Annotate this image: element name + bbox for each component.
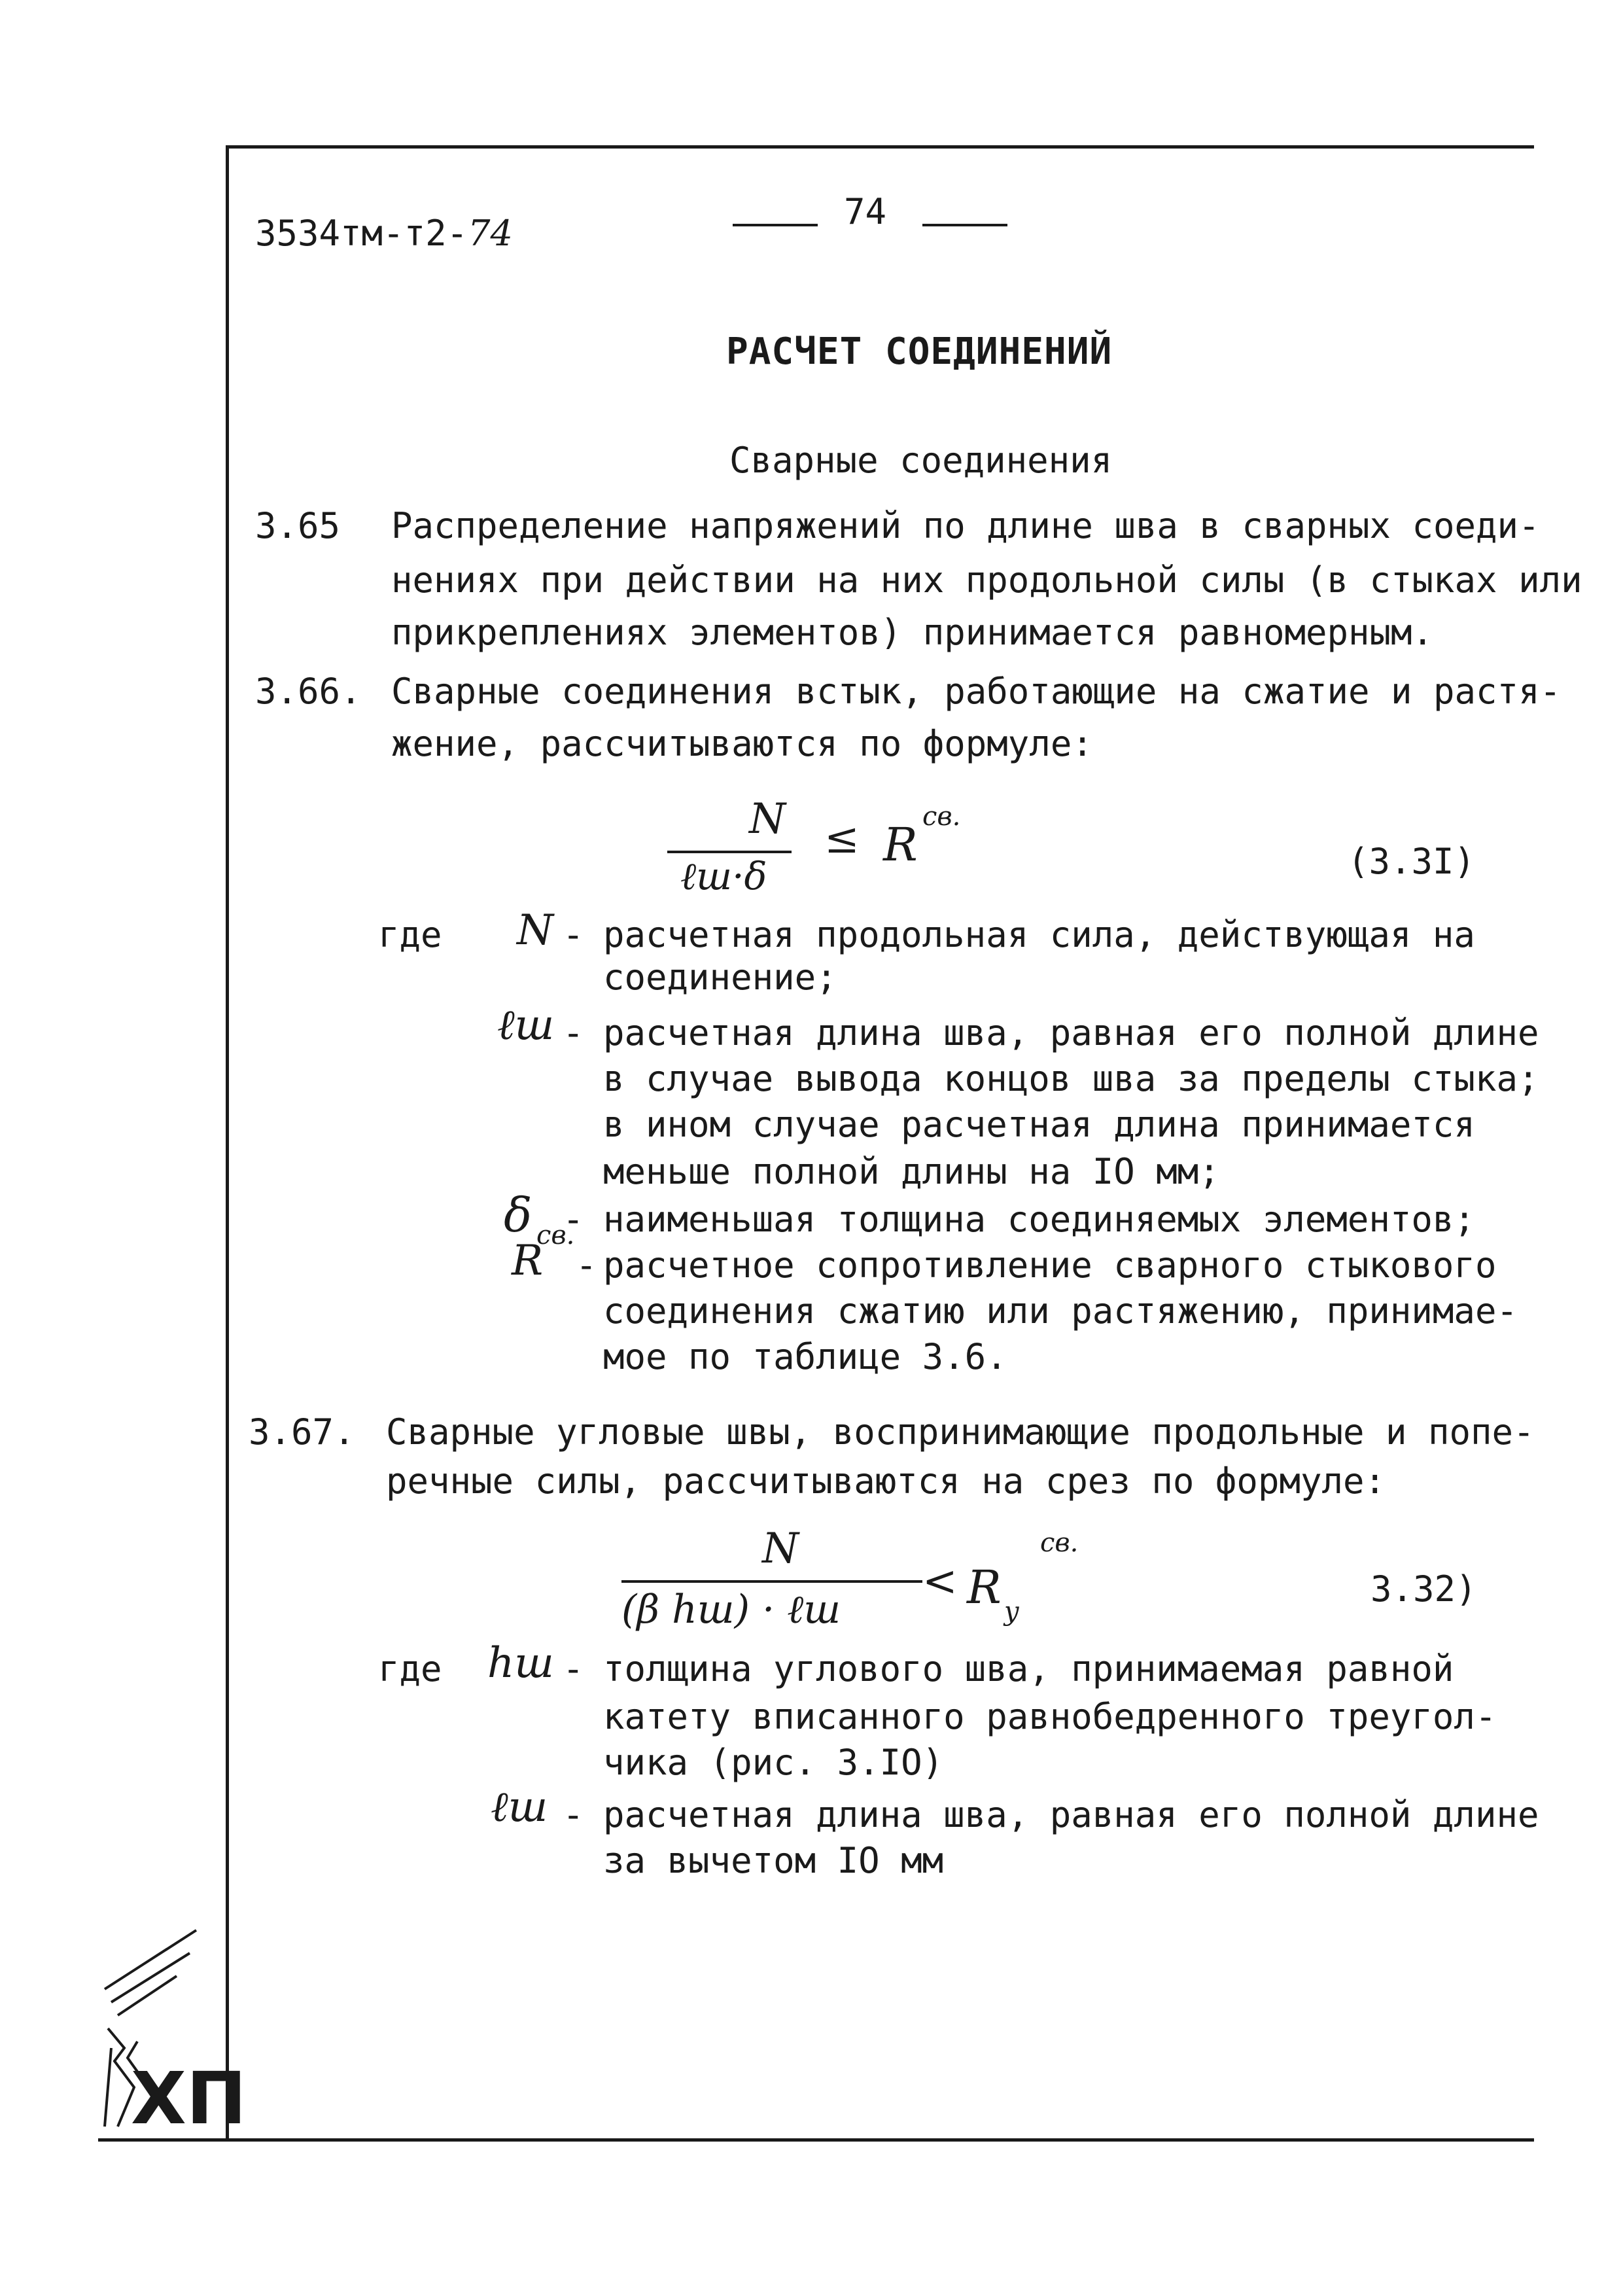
doc-code [255, 208, 513, 259]
where-332-word: где [378, 1648, 442, 1689]
paragraph-3-67-line-2: речные силы, рассчитываются на срез по формуле: [386, 1460, 1386, 1502]
where-331-word: где [378, 914, 442, 955]
formula-332-rhs-superscript: св. [1040, 1528, 1079, 1558]
where-331-R-line-3: мое по таблице 3.6. [603, 1336, 1007, 1377]
paragraph-3-65-line-2: нениях при действии на них продольной силы (в стыках или [391, 559, 1582, 601]
paragraph-3-66-line-1: Сварные соединения встык, работающие на сжатие и растя- [391, 671, 1562, 712]
where-332-symbol-lw: ℓш [491, 1783, 548, 1831]
section-title: РАСЧЕТ СОЕДИНЕНИЙ [726, 330, 1113, 373]
stamp-letters: ХП [131, 2057, 247, 2140]
where-332-lw-line-2: за вычетом IO мм [603, 1840, 944, 1881]
formula-331-denominator: ℓш·δ [680, 854, 767, 898]
where-332-hw-line-3: чика (рис. 3.IO) [603, 1742, 944, 1783]
where-331-symbol-N: N [517, 906, 553, 955]
paragraph-3-65-line-1: Распределение напряжений по длине шва в сварных соеди- [391, 505, 1540, 546]
paragraph-3-65-line-3: прикреплениях элементов) принимается равномерным. [391, 612, 1434, 653]
formula-332-rhs: R [967, 1561, 1002, 1614]
where-331-N-line-2: соединение; [603, 957, 837, 998]
formula-332-fraction-bar [621, 1580, 922, 1583]
where-331-lw-line-3: в ином случае расчетная длина принимается [603, 1104, 1475, 1145]
page-number-dash-left [733, 224, 818, 226]
doc-code-handwritten: 74 [468, 213, 513, 254]
where-331-R-line-1: расчетное сопротивление сварного стыкового [603, 1245, 1497, 1286]
where-331-symbol-lw: ℓш [497, 1001, 555, 1050]
paragraph-number-3-65: 3.65 [255, 505, 341, 546]
where-332-dash-lw: - [563, 1794, 584, 1835]
where-331-symbol-R-superscript: св. [536, 1220, 575, 1250]
paragraph-3-66-line-2: жение, рассчитываются по формуле: [391, 723, 1093, 764]
page-number-dash-right [922, 224, 1007, 226]
formula-332-label: 3.32) [1370, 1568, 1477, 1610]
where-331-lw-line-4: меньше полной длины на IO мм; [603, 1151, 1220, 1192]
stamp-logo [98, 1917, 247, 2140]
where-331-dash-lw: - [563, 1012, 584, 1053]
where-332-dash-hw: - [563, 1648, 584, 1689]
formula-332-denominator: (β hш) · ℓш [621, 1587, 841, 1633]
frame-left-line [226, 145, 229, 2141]
formula-331-numerator: N [749, 795, 786, 843]
where-331-dash-R: - [576, 1245, 597, 1286]
where-331-lw-line-1: расчетная длина шва, равная его полной длине [603, 1012, 1539, 1053]
formula-331-fraction-bar [667, 851, 792, 853]
where-331-symbol-R: R [512, 1237, 544, 1285]
frame-top-line [226, 145, 1534, 149]
where-331-symbol-delta: δ [504, 1188, 532, 1243]
formula-331-rhs: R [883, 818, 918, 872]
formula-332-numerator: N [762, 1525, 799, 1573]
where-332-lw-line-1: расчетная длина шва, равная его полной длине [603, 1794, 1539, 1835]
where-331-dash-delta: - [563, 1199, 584, 1240]
frame-bottom-line [98, 2138, 1534, 2142]
where-331-R-line-2: соединения сжатию или растяжению, принимае- [603, 1290, 1518, 1332]
where-331-lw-line-2: в случае вывода концов шва за пределы стыка; [603, 1058, 1539, 1099]
where-331-dash-N: - [563, 914, 584, 955]
section-subtitle: Сварные соединения [729, 440, 1113, 481]
formula-331-label: (3.3I) [1348, 841, 1476, 882]
paragraph-number-3-67: 3.67. [249, 1411, 355, 1453]
formula-331-rhs-superscript: св. [922, 802, 961, 832]
paragraph-3-67-line-1: Сварные угловые швы, воспринимающие продольные и попе- [386, 1411, 1535, 1453]
page-number: 74 [844, 191, 887, 232]
formula-332-rhs-subscript: y [1004, 1597, 1019, 1627]
where-332-hw-line-1: толщина углового шва, принимаемая равной [603, 1648, 1454, 1689]
formula-331-relation: ≤ [824, 815, 860, 863]
paragraph-number-3-66: 3.66. [255, 671, 362, 712]
where-332-symbol-hw: hш [487, 1639, 554, 1687]
doc-code-text: 3534тм-т2- [255, 213, 468, 254]
where-331-N-line-1: расчетная продольная сила, действующая на [603, 914, 1475, 955]
where-331-delta-line-1: наименьшая толщина соединяемых элементов; [603, 1199, 1475, 1240]
formula-332-relation: < [922, 1557, 958, 1606]
where-332-hw-line-2: катету вписанного равнобедренного треугол- [603, 1696, 1497, 1737]
